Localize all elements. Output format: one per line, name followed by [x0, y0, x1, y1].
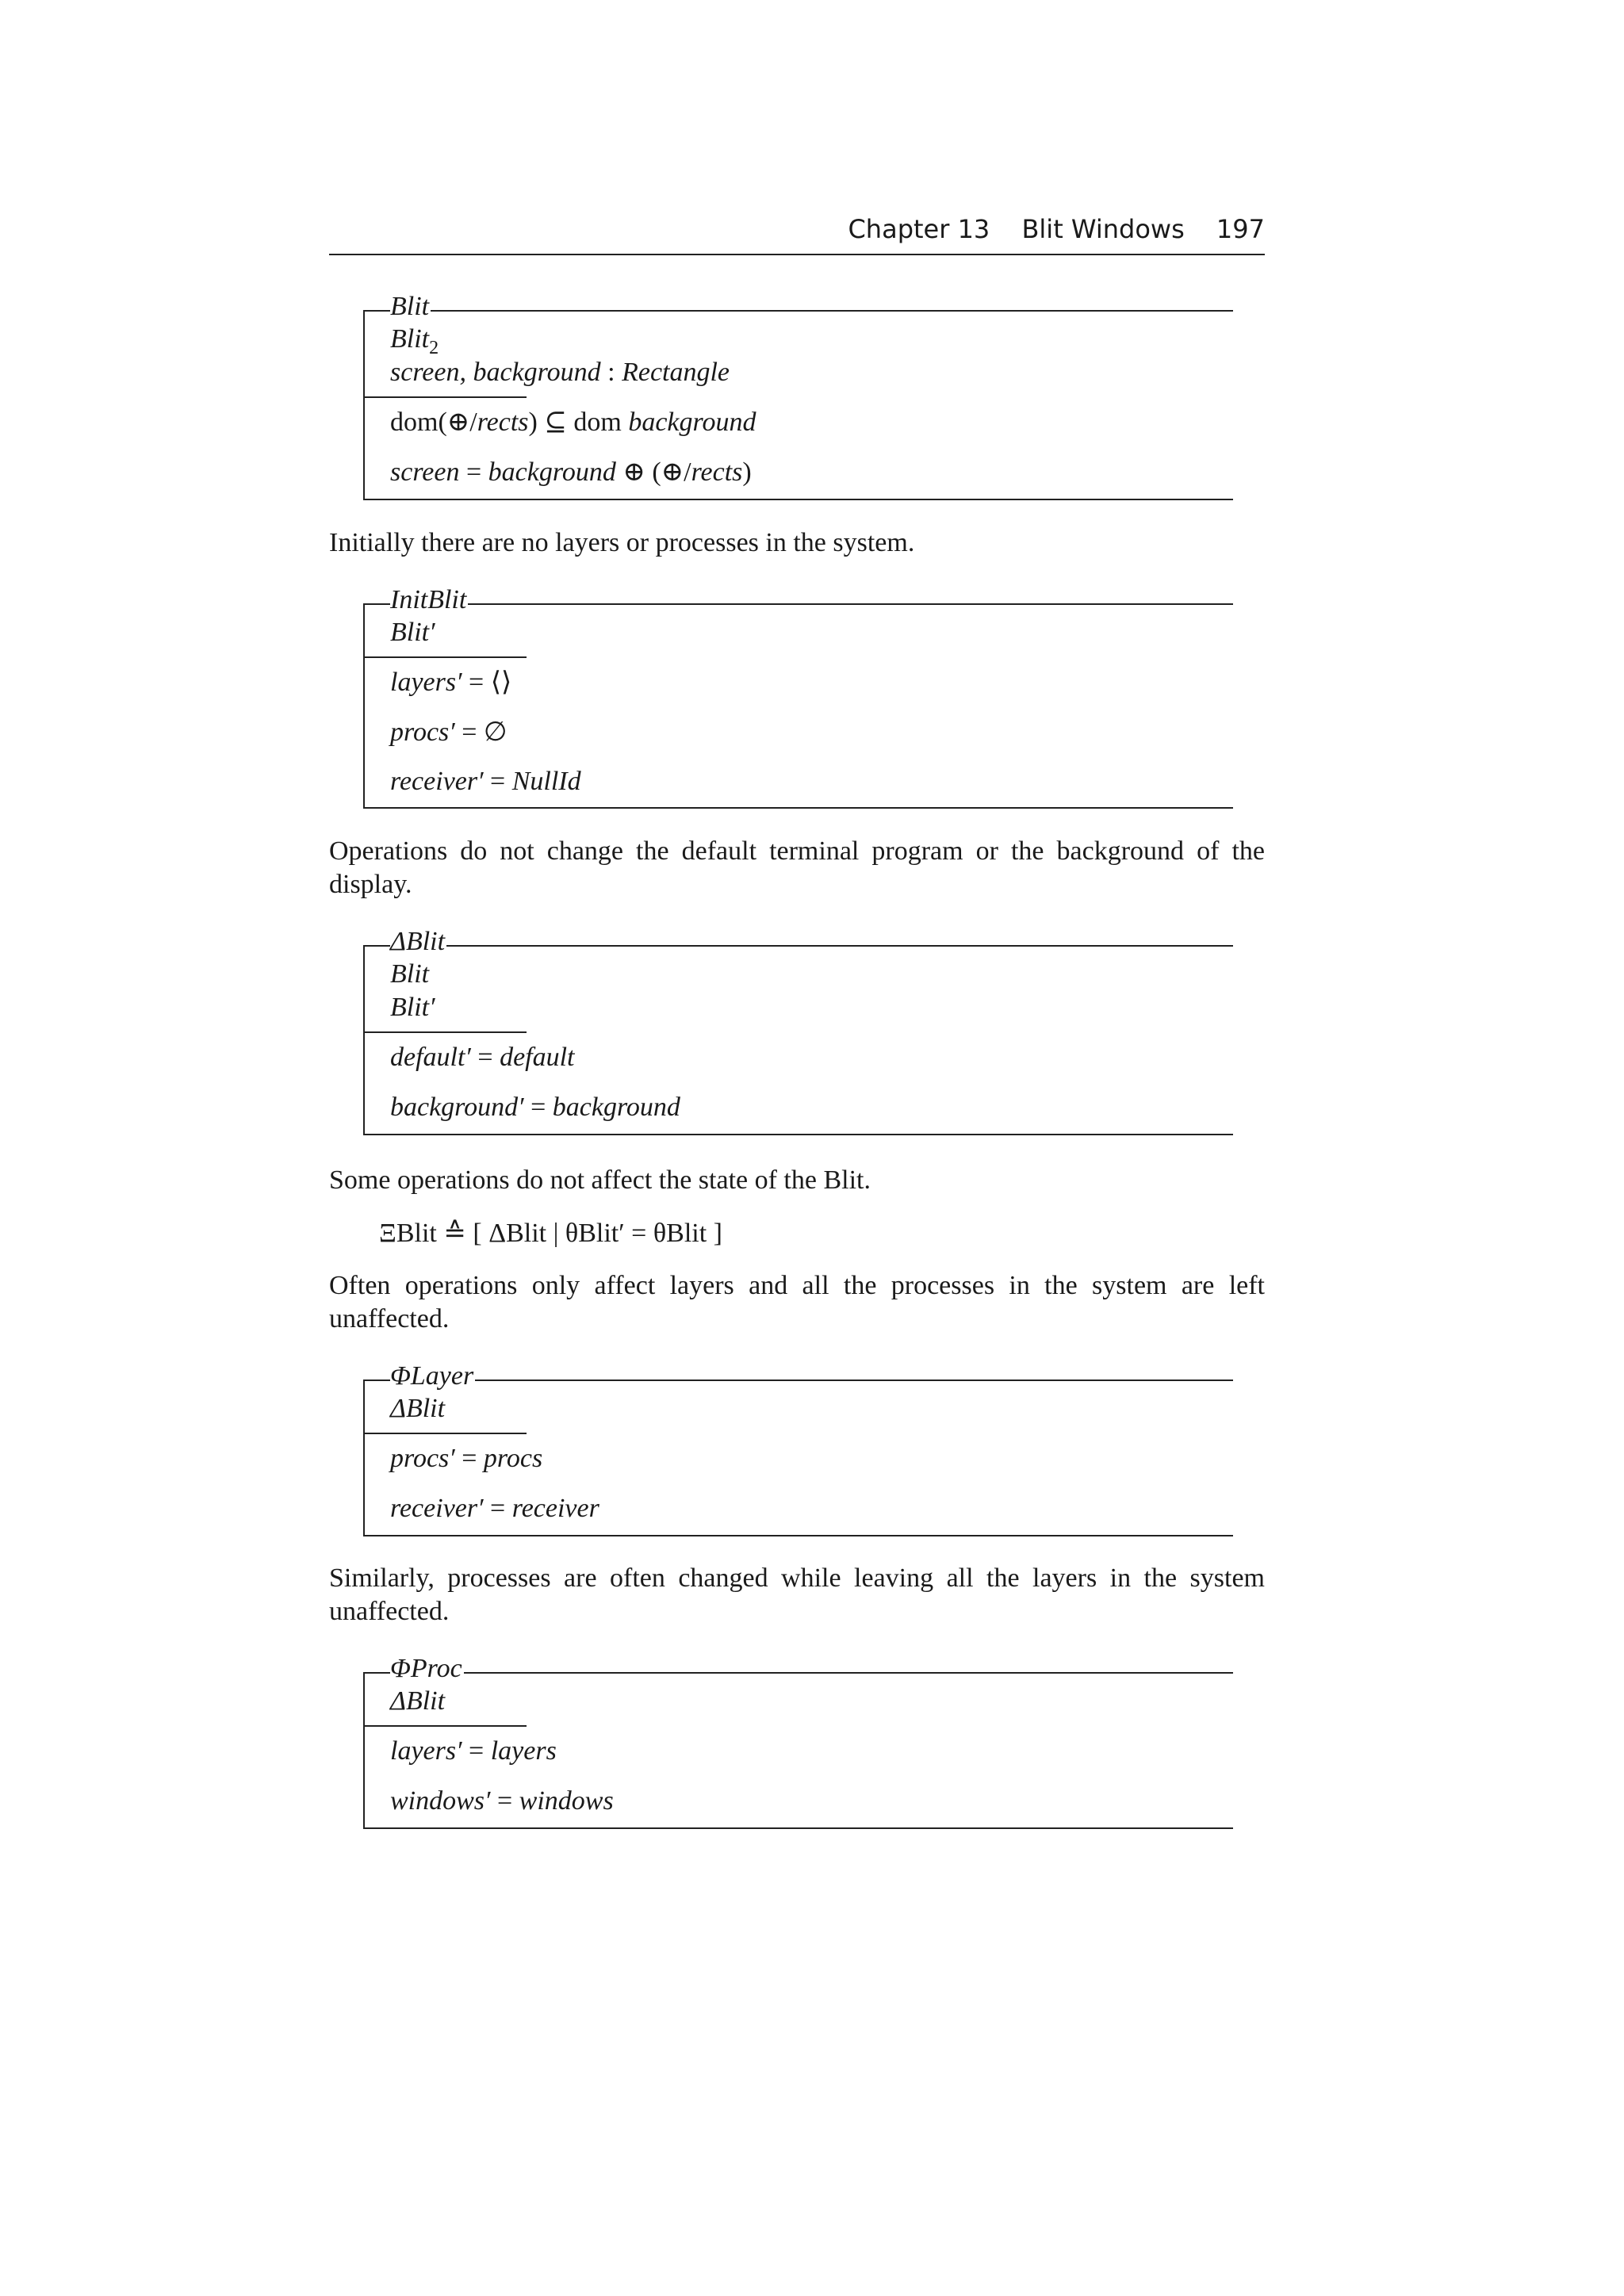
paragraph: Similarly, processes are often changed while leaving all the layers in the system unaffected.	[329, 1563, 1265, 1626]
schema-title: InitBlit	[390, 583, 468, 618]
schema-predicate: background′ = background	[390, 1093, 680, 1122]
schema-declaration: ΔBlit	[390, 1686, 446, 1716]
schema-predicate: layers′ = layers	[390, 1736, 557, 1766]
schema-predicate: default′ = default	[390, 1043, 575, 1072]
page-header	[329, 214, 1265, 255]
schema-title: ΦLayer	[390, 1359, 475, 1394]
paragraph: Operations do not change the default terminal program or the background of the display.	[329, 836, 1265, 899]
schema-predicate: dom(⊕/rects) ⊆ dom background	[390, 408, 756, 437]
chapter-title: Blit Windows	[1021, 214, 1185, 244]
schema-title: ΦProc	[390, 1651, 464, 1686]
schema-predicate: screen = background ⊕ (⊕/rects)	[390, 457, 752, 487]
schema-philayer	[363, 1359, 1233, 1536]
schema-declaration: ΔBlit	[390, 1394, 446, 1423]
schema-predicate: layers′ = ⟨⟩	[390, 668, 512, 697]
schema-declaration: screen, background : Rectangle	[390, 358, 730, 387]
page-number: 197	[1216, 214, 1265, 244]
schema-title: ΔBlit	[390, 924, 446, 959]
schema-predicate: receiver′ = receiver	[390, 1494, 599, 1523]
paragraph: Often operations only affect layers and all the processes in the system are left unaffected.	[329, 1271, 1265, 1334]
schema-definition-xiblit: ΞBlit ≙ [ ΔBlit | θBlit′ = θBlit ]	[379, 1219, 722, 1248]
schema-phiproc	[363, 1651, 1233, 1829]
schema-declaration: Blit′	[390, 618, 435, 647]
schema-declaration: Blit$_2$	[390, 324, 439, 358]
schema-predicate: procs′ = procs	[390, 1444, 543, 1473]
schema-title: Blit	[390, 289, 431, 324]
paragraph: Some operations do not affect the state of the Blit.	[329, 1165, 871, 1195]
schema-declaration: Blit′	[390, 993, 435, 1022]
schema-predicate: windows′ = windows	[390, 1786, 614, 1816]
chapter-label: Chapter 13	[848, 214, 990, 244]
schema-initblit	[363, 583, 1233, 809]
schema-blit	[363, 289, 1233, 500]
schema-deltablit	[363, 924, 1233, 1135]
schema-predicate: procs′ = ∅	[390, 718, 508, 747]
schema-predicate: receiver′ = NullId	[390, 767, 581, 796]
schema-declaration: Blit	[390, 959, 430, 989]
paragraph: Initially there are no layers or processes in the system.	[329, 528, 915, 557]
